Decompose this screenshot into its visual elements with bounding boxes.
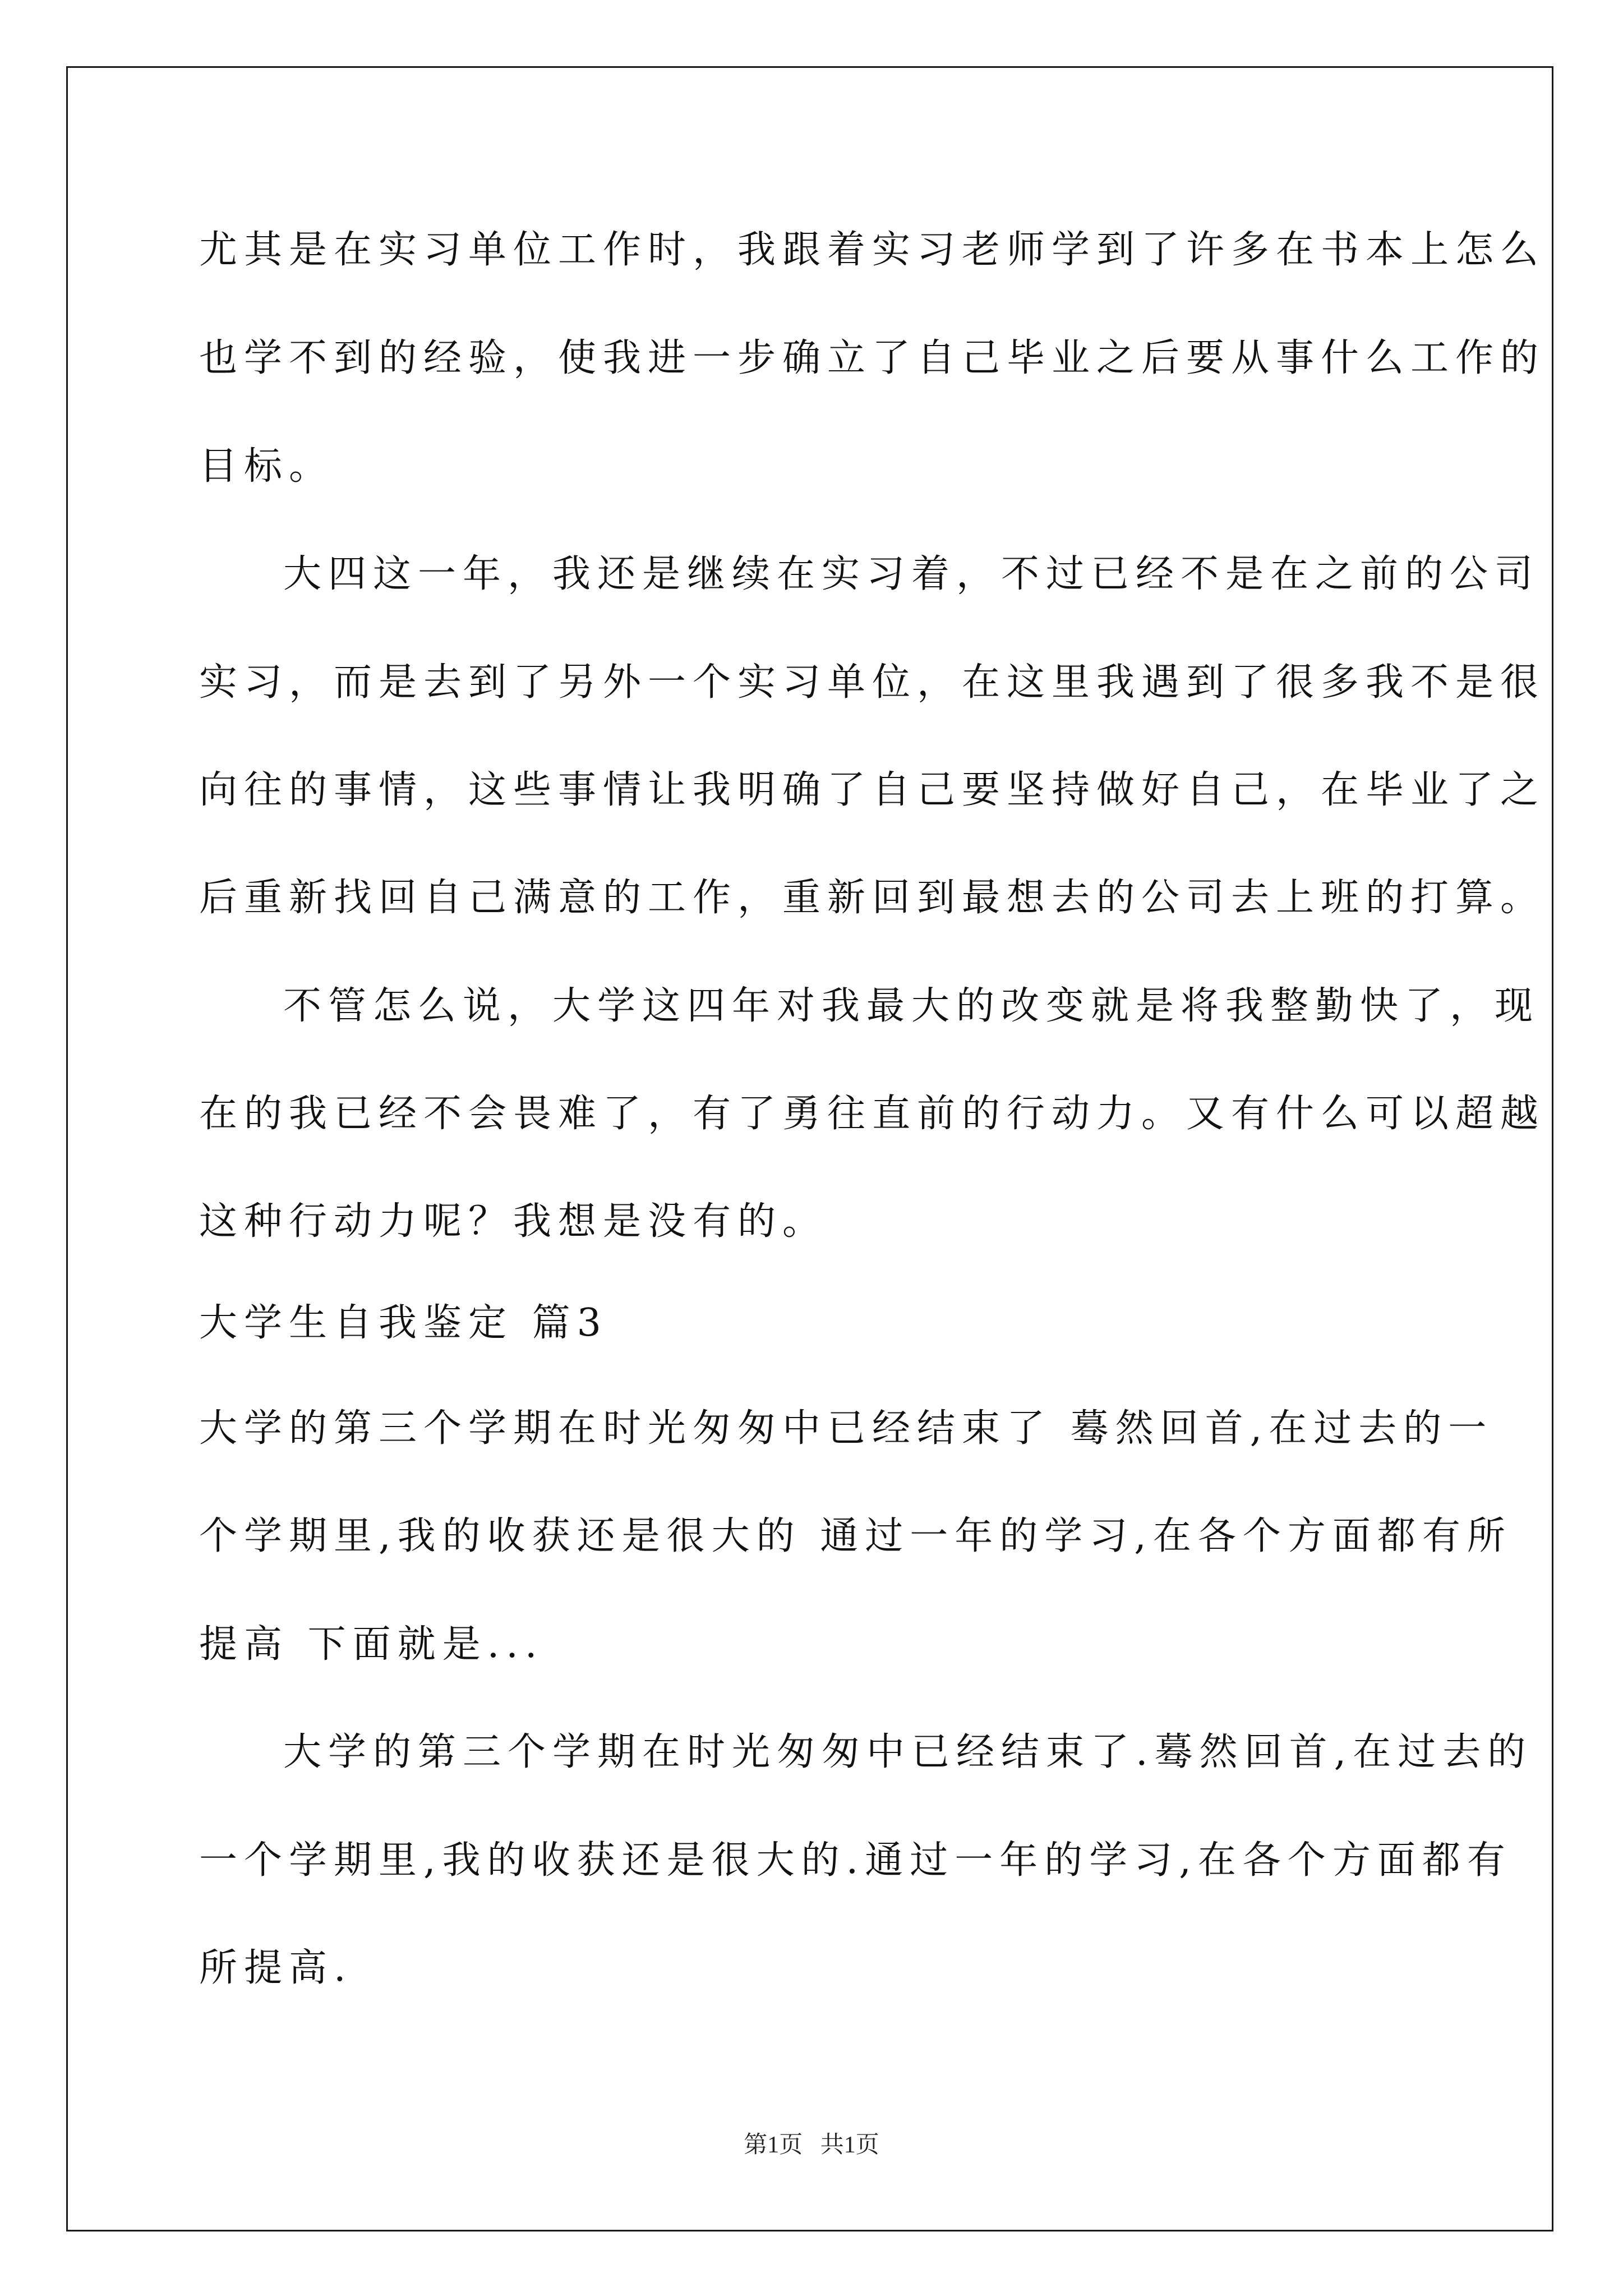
paragraph-line: 实习，而是去到了另外一个实习单位，在这里我遇到了很多我不是很 bbox=[199, 660, 1546, 705]
paragraph-line: 向往的事情，这些事情让我明确了自己要坚持做好自己，在毕业了之 bbox=[199, 768, 1546, 812]
paragraph-line: 目标。 bbox=[199, 444, 334, 489]
paragraph-line: 不管怎么说，大学这四年对我最大的改变就是将我整勤快了，现 bbox=[283, 984, 1540, 1028]
paragraph-line: 也学不到的经验，使我进一步确立了自己毕业之后要从事什么工作的 bbox=[199, 336, 1546, 380]
paragraph-line: 这种行动力呢？我想是没有的。 bbox=[199, 1199, 828, 1244]
paragraph-line: 提高 下面就是... bbox=[199, 1622, 544, 1667]
section-heading: 大学生自我鉴定 篇3 bbox=[199, 1301, 608, 1345]
paragraph-line: 后重新找回自己满意的工作，重新回到最想去的公司去上班的打算。 bbox=[199, 876, 1546, 920]
page-border bbox=[66, 66, 1553, 2231]
paragraph-line: 大学的第三个学期在时光匆匆中已经结束了.蓦然回首,在过去的 bbox=[283, 1730, 1533, 1774]
paragraph-line: 所提高. bbox=[199, 1946, 353, 1990]
paragraph-line: 一个学期里,我的收获还是很大的.通过一年的学习,在各个方面都有 bbox=[199, 1838, 1512, 1883]
paragraph-line: 大四这一年，我还是继续在实习着，不过已经不是在之前的公司 bbox=[283, 552, 1540, 596]
paragraph-line: 大学的第三个学期在时光匆匆中已经结束了 蓦然回首,在过去的一 bbox=[199, 1406, 1493, 1451]
paragraph-line: 尤其是在实习单位工作时，我跟着实习老师学到了许多在书本上怎么 bbox=[199, 228, 1546, 272]
page-footer: 第1页 共1页 bbox=[744, 2132, 879, 2158]
paragraph-line: 在的我已经不会畏难了，有了勇往直前的行动力。又有什么可以超越 bbox=[199, 1092, 1546, 1136]
paragraph-line: 个学期里,我的收获还是很大的 通过一年的学习,在各个方面都有所 bbox=[199, 1514, 1512, 1558]
